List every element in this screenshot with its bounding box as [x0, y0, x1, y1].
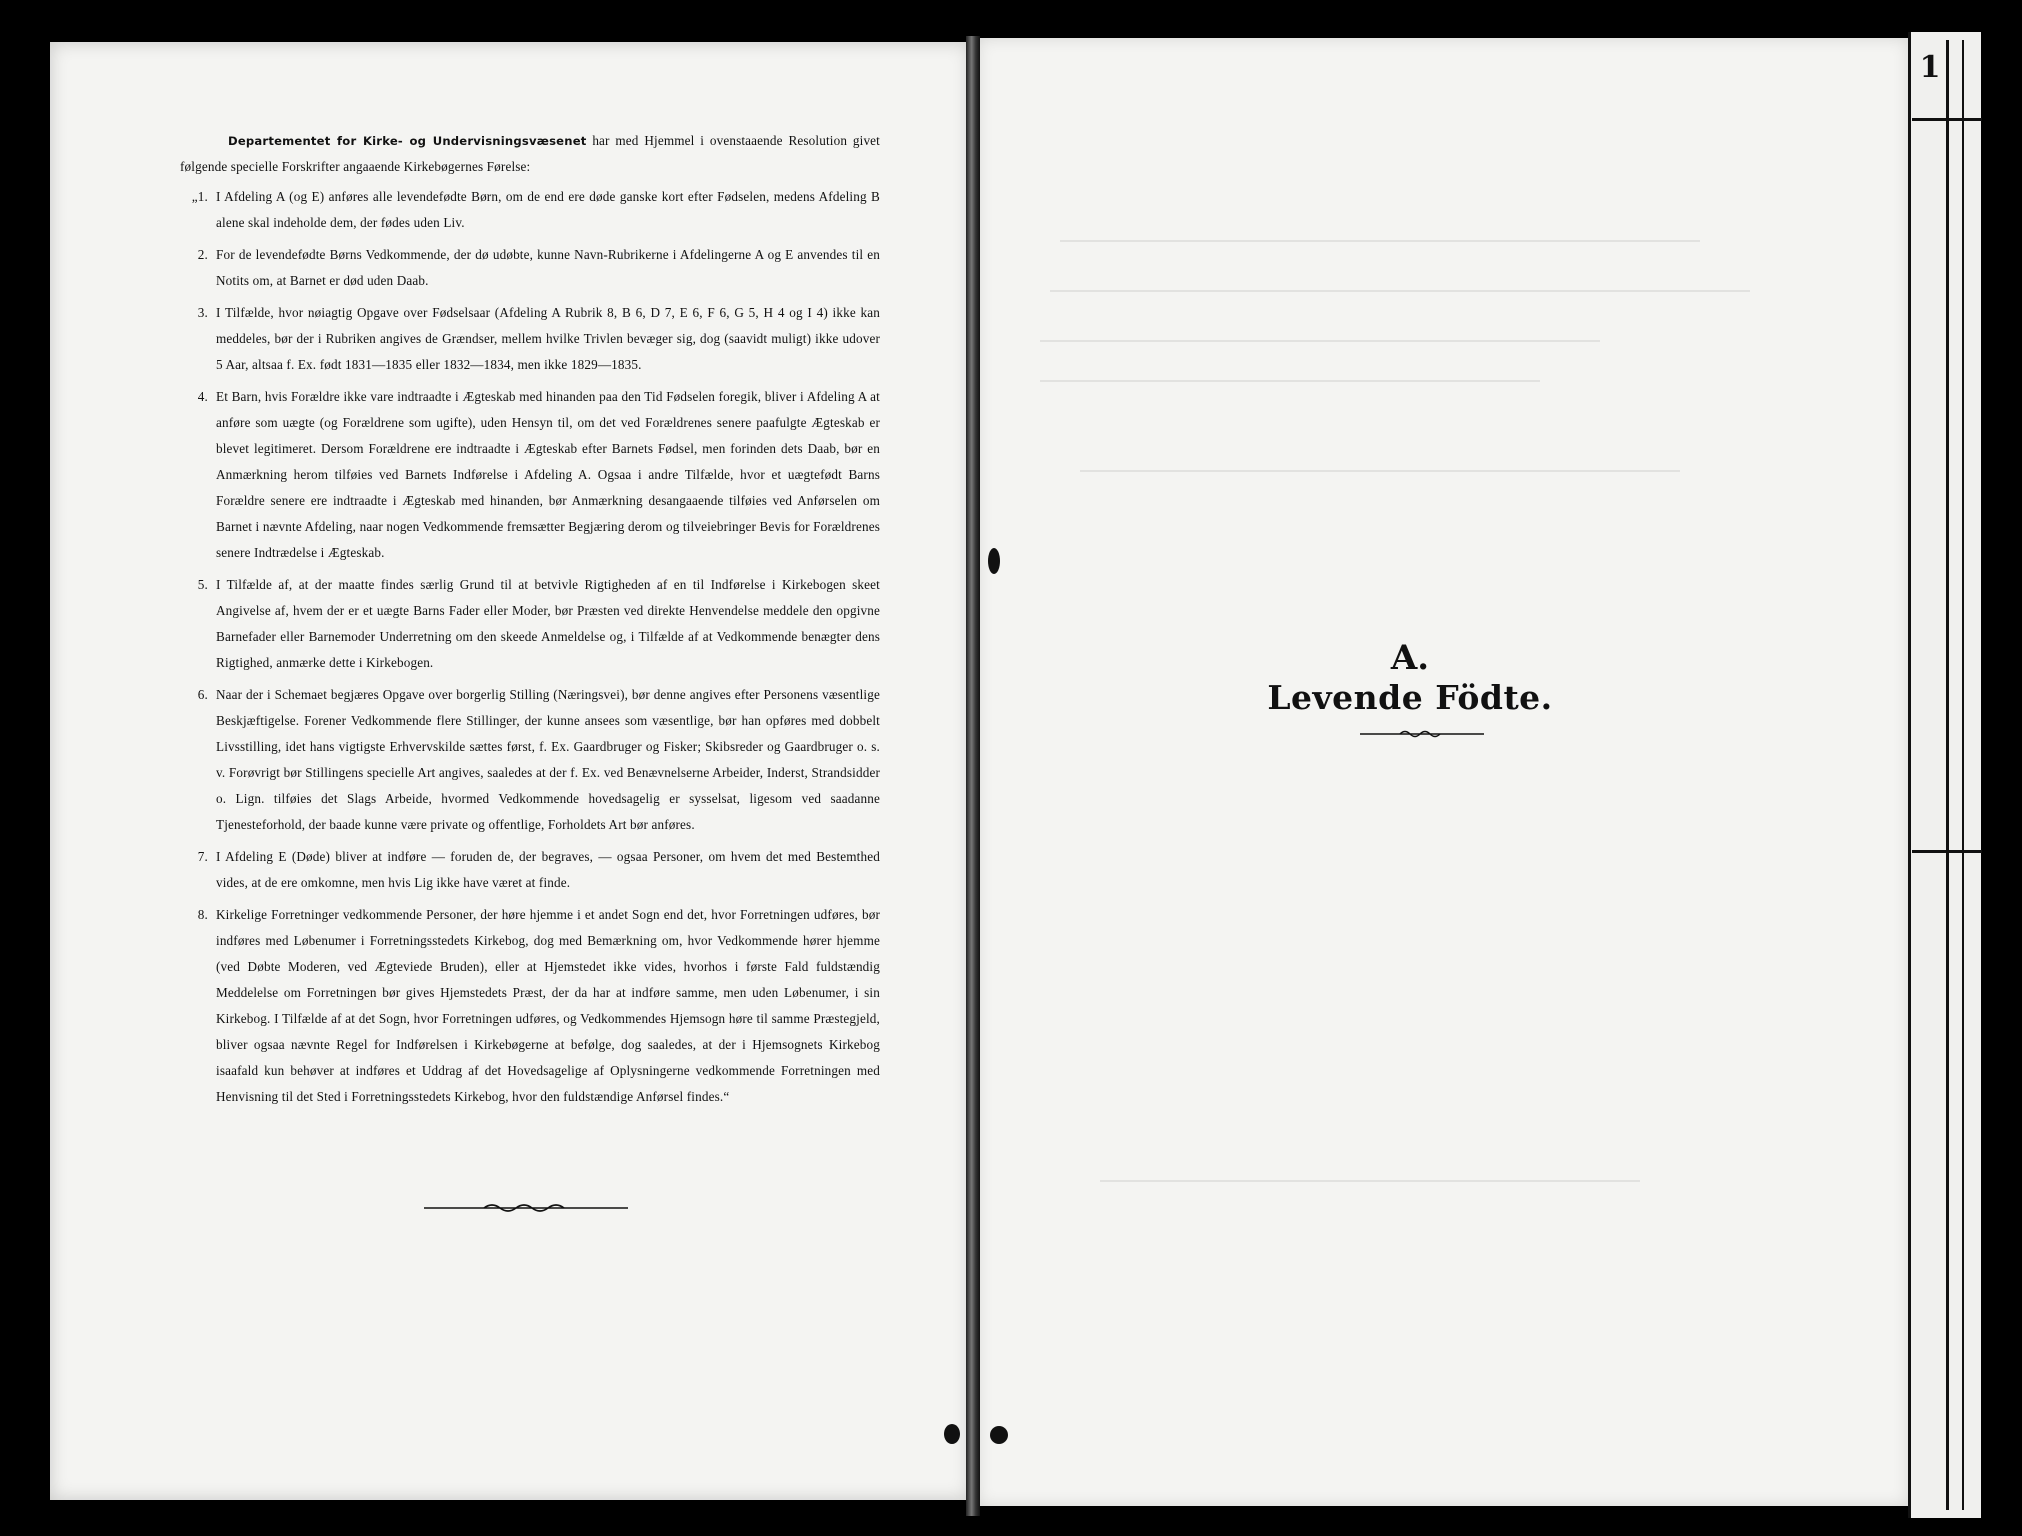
item-text: Kirkelige Forretninger vedkommende Personer, der høre hjemme i et andet Sogn end det, hvor Forretningen udføres, bør indføres med Løbenumer i Forretningsstedets Kirkebog, dog med Bemærkning om, hvor Vedkommende hører hjemme (ved Døbte Moderen, ved Ægteviede Bruden), eller at Hjemstedet ikke vides, hvorhos i første Fald fuldstændig Meddelelse om Forretningen bør gives Hjemstedets Præst, der da har at indføre samme, men uden Løbenumer, i sin Kirkebog. I Tilfælde af at det Sogn, hvor Forretningen udføres, og Vedkommendes Hjemsogn høre til samme Præstegjeld, bliver ogsaa nævnte Regel for Indførelsen i Kirkebøgerne at befølge, dog saaledes, at der i Hjemsognets Kirkebog isaafald kun behøver at indføres et Uddrag af det Hovedsagelige af Oplysningerne vedkommende Forretningen med Henvisning til det Sted i Forretningsstedets Kirkebog, hvor den fuldstændige Anførsel findes.“ [216, 907, 880, 1104]
ink-blot [988, 548, 1000, 574]
ink-blot [944, 1424, 960, 1444]
item-number: 5. [197, 577, 208, 592]
ink-blot [990, 1426, 1008, 1444]
regulation-item [180, 682, 880, 838]
item-number: „1. [191, 189, 208, 204]
regulation-item [180, 902, 880, 1110]
item-number: 8. [197, 907, 208, 922]
item-number: 2. [197, 247, 208, 262]
section-letter: A. [1390, 638, 1430, 678]
regulations-text [180, 128, 880, 1116]
right-page [978, 38, 1908, 1506]
bleed-through-line [1060, 240, 1700, 242]
intro-paragraph [180, 128, 880, 180]
regulation-item [180, 242, 880, 294]
intro-text: har med Hjemmel i ovenstaaende Resolution givet følgende specielle Forskrifter angaaende Kirkebøgernes Førelse: [180, 133, 880, 174]
page-edge-stack [1908, 32, 1981, 1518]
item-number: 3. [197, 305, 208, 320]
regulation-item [180, 572, 880, 676]
bleed-through-line [1040, 340, 1600, 342]
bleed-through-line [1080, 470, 1680, 472]
item-text: I Afdeling E (Døde) bliver at indføre — foruden de, der begraves, — ogsaa Personer, om hvem det med Bestemthed vides, at de ere omkomne, men hvis Lig ikke have været at finde. [216, 849, 880, 890]
bleed-through-line [1050, 290, 1750, 292]
item-text: I Tilfælde, hvor nøiagtig Opgave over Fødselsaar (Afdeling A Rubrik 8, B 6, D 7, E 6, F 6, G 5, H 4 og I 4) ikke kan meddeles, bør der i Rubriken angives de Grændser, mellem hvilke Trivlen bevæger sig, dog (saavidt muligt) ikke udover 5 Aar, altsaa f. Ex. født 1831—1835 eller 1832—1834, men ikke 1829—1835. [216, 305, 880, 372]
item-number: 6. [197, 687, 208, 702]
item-text: Naar der i Schemaet begjæres Opgave over borgerlig Stilling (Næringsvei), bør denne angives efter Personens væsentlige Beskjæftigelse. Forener Vedkommende flere Stillinger, der kunne ansees som væsentlige, bør han opføres med dobbelt Livsstilling, idet hans vigtigste Erhvervskilde sættes først, f. Ex. Gaardbruger og Fisker; Skibsreder og Gaardbruger o. s. v. Forøvrigt bør Stillingens specielle Art angives, saaledes at der f. Ex. ved Benævnelserne Arbeider, Inderst, Strandsidder o. Lign. tilføies det Slags Arbeide, hvormed Vedkommende hovedsagelig er sysselsat, ligesom ved saadanne Tjenesteforhold, der baade kunne være private og offentlige, Forholdets Art bør anføres. [216, 687, 880, 832]
department-name: Departementet for Kirke- og Undervisningsvæsenet [228, 134, 587, 148]
item-number: 7. [197, 849, 208, 864]
item-text: I Afdeling A (og E) anføres alle levendefødte Børn, om de end ere døde ganske kort efter Fødselen, medens Afdeling B alene skal indeholde dem, der fødes uden Liv. [216, 189, 880, 230]
section-title: Levende Födte. [1267, 678, 1553, 717]
item-text: I Tilfælde af, at der maatte findes særlig Grund til at betvivle Rigtigheden af en til Indførelse i Kirkebogen skeet Angivelse af, hvem der er et uægte Barns Fader eller Moder, bør Præsten ved direkte Henvendelse meddele den opgivne Barnefader eller Barnemoder Underretning om den skeede Anmeldelse og, i Tilfælde af at Vedkommende benægter dens Rigtighed, anmærke dette i Kirkebogen. [216, 577, 880, 670]
regulation-item [180, 184, 880, 236]
regulation-item [180, 300, 880, 378]
ornament-divider [424, 1202, 628, 1214]
page-number: 1 [1919, 50, 1941, 85]
item-number: 4. [197, 389, 208, 404]
book-spine [966, 36, 980, 1516]
item-text: Et Barn, hvis Forældre ikke vare indtraadte i Ægteskab med hinanden paa den Tid Fødselen foregik, bliver i Afdeling A at anføre som uægte (og Forældrene som ugifte), uden Hensyn til, om det ved Forældrenes senere paafulgte Ægteskab er blevet legitimeret. Dersom Forældrene ere indtraadte i Ægteskab efter Barnets Fødsel, men forinden dets Daab, bør en Anmærkning herom tilføies ved Barnets Indførelse i Afdeling A. Ogsaa i andre Tilfælde, hvor et uægtefødt Barns Forældre senere ere indtraadte i Ægteskab med hinanden, bør Anmærkning desangaaende tilføies ved Anførselen om Barnet i nævnte Afdeling, naar nogen Vedkommende fremsætter Begjæring derom og tilveiebringer Bevis for Forældrenes senere Indtrædelse i Ægteskab. [216, 389, 880, 560]
bleed-through-line [1040, 380, 1540, 382]
item-text: For de levendefødte Børns Vedkommende, der dø udøbte, kunne Navn-Rubrikerne i Afdelingerne A og E anvendes til en Notits om, at Barnet er død uden Daab. [216, 247, 880, 288]
bleed-through-line [1100, 1180, 1640, 1182]
edge-rule [1962, 40, 1964, 1510]
regulation-item [180, 384, 880, 566]
edge-rule [1946, 40, 1949, 1510]
regulation-item [180, 844, 880, 896]
ornament-divider [1360, 728, 1484, 740]
